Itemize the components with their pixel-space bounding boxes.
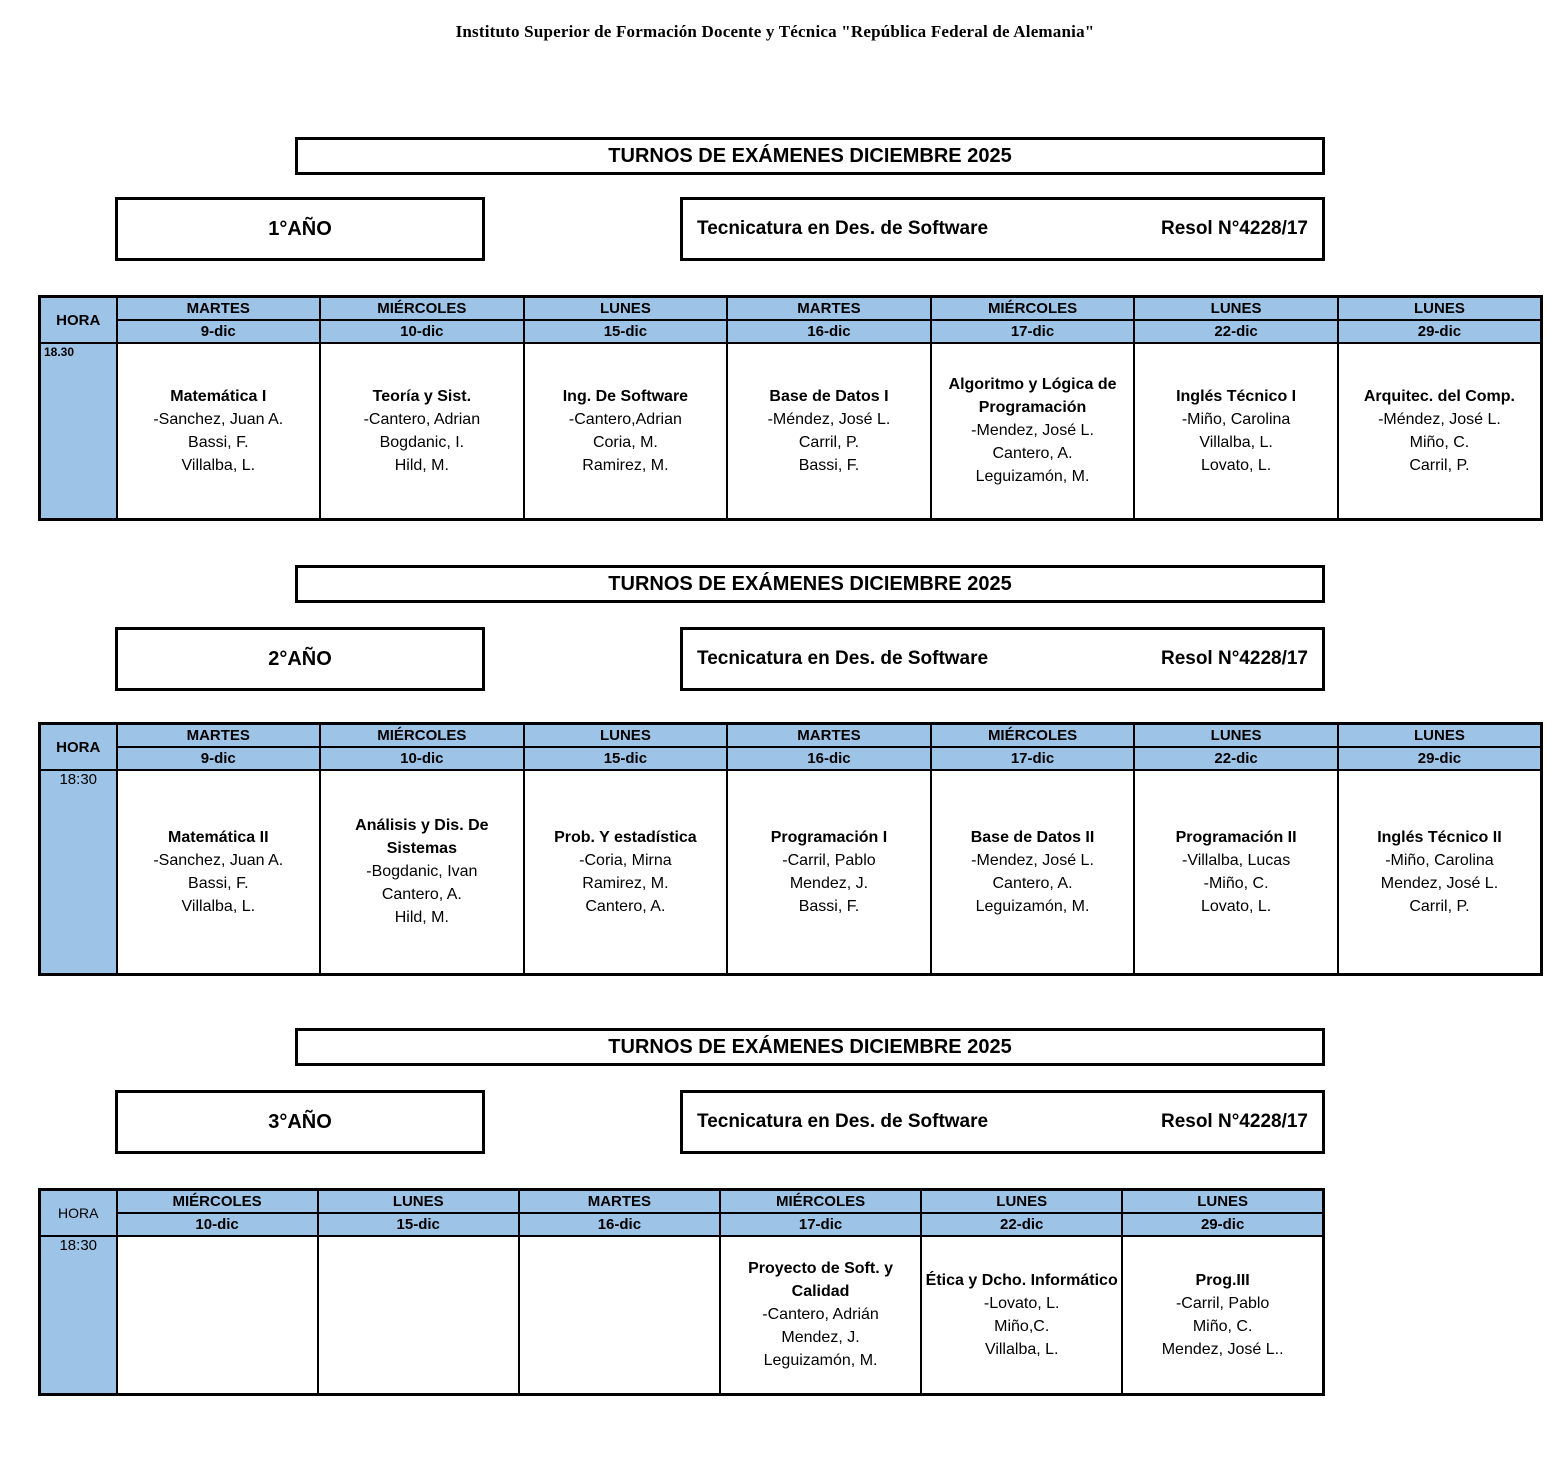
date-header: 16-dic bbox=[727, 320, 931, 343]
time-label: 18:30 bbox=[40, 770, 117, 974]
teacher-name: -Mendez, José L. bbox=[971, 851, 1094, 869]
teacher-name: Cantero, A. bbox=[381, 886, 462, 904]
teacher-name: Lovato, L. bbox=[1200, 897, 1272, 915]
teacher-name: -Carril, Pablo bbox=[1175, 1294, 1270, 1312]
year-box bbox=[115, 1090, 485, 1154]
day-header: MIÉRCOLES bbox=[320, 297, 524, 321]
date-header: 22-dic bbox=[1134, 747, 1338, 770]
exam-table-year2 bbox=[38, 722, 1543, 976]
teacher-name: Miño, C. bbox=[1192, 1317, 1253, 1335]
exam-row bbox=[40, 770, 1542, 974]
program-label: Tecnicatura en Des. de Software bbox=[697, 218, 989, 239]
teacher-name: Carril, P. bbox=[1409, 897, 1470, 915]
teacher-name: -Lovato, L. bbox=[983, 1294, 1060, 1312]
teacher-name: -Méndez, José L. bbox=[1378, 410, 1501, 428]
teacher-name: Lovato, L. bbox=[1200, 456, 1272, 474]
date-header: 17-dic bbox=[931, 320, 1135, 343]
day-header: MARTES bbox=[117, 724, 321, 748]
date-header: 15-dic bbox=[524, 747, 728, 770]
teacher-name: -Carril, Pablo bbox=[782, 851, 876, 869]
time-label: 18:30 bbox=[40, 1236, 117, 1394]
day-header: LUNES bbox=[1338, 724, 1542, 748]
date-header: 15-dic bbox=[524, 320, 728, 343]
teacher-name: Hild, M. bbox=[394, 909, 449, 927]
subject-name: Programación I bbox=[770, 828, 888, 846]
date-header: 29-dic bbox=[1338, 747, 1542, 770]
teacher-name: Villalba, L. bbox=[984, 1340, 1059, 1358]
day-header: MIÉRCOLES bbox=[931, 724, 1135, 748]
teacher-name: Cantero, A. bbox=[992, 874, 1073, 892]
date-header: 29-dic bbox=[1338, 320, 1542, 343]
subject-name: Prob. Y estadística bbox=[554, 828, 697, 846]
day-header: LUNES bbox=[1338, 297, 1542, 321]
date-header: 17-dic bbox=[720, 1213, 921, 1236]
exam-cell bbox=[921, 1236, 1122, 1394]
teacher-name: Mendez, José L. bbox=[1380, 874, 1499, 892]
subject-name: Proyecto de Soft. y Calidad bbox=[748, 1260, 893, 1301]
resolution-label: Resol N°4228/17 bbox=[1160, 1111, 1308, 1132]
subject-name: Análisis y Dis. De Sistemas bbox=[355, 817, 489, 858]
teacher-name: -Cantero,Adrian bbox=[568, 410, 682, 428]
date-header: 22-dic bbox=[921, 1213, 1122, 1236]
subject-name: Inglés Técnico II bbox=[1377, 828, 1502, 846]
date-header: 17-dic bbox=[931, 747, 1135, 770]
subject-name: Base de Datos II bbox=[970, 828, 1095, 846]
teacher-name: -Mendez, José L. bbox=[971, 422, 1094, 440]
teacher-name: Coria, M. bbox=[592, 433, 658, 451]
banner-title-box bbox=[295, 1028, 1325, 1066]
resolution-label: Resol N°4228/17 bbox=[1160, 648, 1308, 669]
teacher-name: Cantero, A. bbox=[585, 897, 666, 915]
teacher-name: Cantero, A. bbox=[992, 445, 1073, 463]
day-header: MARTES bbox=[519, 1190, 720, 1214]
teacher-name: -Cantero, Adrián bbox=[762, 1306, 879, 1324]
exam-cell bbox=[117, 770, 321, 974]
year-label: 1°AÑO bbox=[268, 217, 332, 240]
banner-title-box bbox=[295, 565, 1325, 603]
teacher-name: -Sanchez, Juan A. bbox=[153, 851, 284, 869]
day-header: MIÉRCOLES bbox=[117, 1190, 318, 1214]
exam-cell bbox=[720, 1236, 921, 1394]
exam-table-year1 bbox=[38, 295, 1543, 521]
year-box bbox=[115, 197, 485, 261]
time-label: 18.30 bbox=[40, 343, 117, 519]
teacher-name: Bassi, F. bbox=[798, 456, 860, 474]
day-header: LUNES bbox=[524, 724, 728, 748]
teacher-name: -Miño, Carolina bbox=[1181, 410, 1291, 428]
hora-header: HORA bbox=[40, 724, 117, 771]
program-label: Tecnicatura en Des. de Software bbox=[697, 1111, 989, 1132]
teacher-name: -Méndez, José L. bbox=[767, 410, 891, 428]
hora-header: HORA bbox=[40, 1190, 117, 1237]
subject-name: Prog.III bbox=[1195, 1271, 1250, 1289]
teacher-name: Leguizamón, M. bbox=[975, 468, 1090, 486]
teacher-name: -Villalba, Lucas bbox=[1181, 851, 1291, 869]
day-header: LUNES bbox=[1134, 724, 1338, 748]
exam-table-year3 bbox=[38, 1188, 1325, 1396]
year-label: 3°AÑO bbox=[268, 1110, 332, 1133]
program-box bbox=[680, 1090, 1325, 1154]
exam-cell bbox=[1134, 770, 1338, 974]
exam-cell bbox=[320, 770, 524, 974]
teacher-name: Villalba, L. bbox=[181, 897, 256, 915]
date-header: 22-dic bbox=[1134, 320, 1338, 343]
institution-title: Instituto Superior de Formación Docente y Técnica "República Federal de Alemania" bbox=[455, 22, 1095, 41]
teacher-name: Leguizamón, M. bbox=[763, 1352, 878, 1370]
date-header: 9-dic bbox=[117, 747, 321, 770]
day-header: LUNES bbox=[524, 297, 728, 321]
exam-cell bbox=[727, 343, 931, 519]
teacher-name: Mendez, José L.. bbox=[1161, 1340, 1284, 1358]
day-header: LUNES bbox=[318, 1190, 519, 1214]
exam-cell bbox=[931, 343, 1135, 519]
exam-cell bbox=[524, 770, 728, 974]
teacher-name: Mendez, J. bbox=[789, 874, 869, 892]
teacher-name: Carril, P. bbox=[1409, 456, 1470, 474]
day-header: LUNES bbox=[921, 1190, 1122, 1214]
teacher-name: Ramirez, M. bbox=[582, 874, 669, 892]
resolution-label: Resol N°4228/17 bbox=[1160, 218, 1308, 239]
hora-header: HORA bbox=[40, 297, 117, 344]
teacher-name: Bassi, F. bbox=[188, 874, 249, 892]
year-label: 2°AÑO bbox=[268, 647, 332, 670]
subject-name: Matemática II bbox=[168, 828, 269, 846]
subject-name: Algoritmo y Lógica de Programación bbox=[948, 376, 1117, 417]
exam-row bbox=[40, 1236, 1324, 1394]
banner-title: TURNOS DE EXÁMENES DICIEMBRE 2025 bbox=[608, 144, 1012, 167]
exam-cell bbox=[117, 343, 321, 519]
exam-cell bbox=[1122, 1236, 1323, 1394]
exam-cell bbox=[519, 1236, 720, 1394]
banner-title-box bbox=[295, 137, 1325, 175]
day-header: LUNES bbox=[1122, 1190, 1323, 1214]
date-header: 16-dic bbox=[727, 747, 931, 770]
program-box bbox=[680, 197, 1325, 261]
program-box bbox=[680, 627, 1325, 691]
day-header: LUNES bbox=[1134, 297, 1338, 321]
teacher-name: -Bogdanic, Ivan bbox=[366, 863, 478, 881]
teacher-name: Hild, M. bbox=[394, 456, 449, 474]
exam-cell bbox=[1338, 343, 1542, 519]
date-header: 29-dic bbox=[1122, 1213, 1323, 1236]
exam-cell bbox=[727, 770, 931, 974]
exam-cell bbox=[1338, 770, 1542, 974]
teacher-name: Bassi, F. bbox=[798, 897, 860, 915]
teacher-name: Bassi, F. bbox=[188, 433, 249, 451]
teacher-name: -Sanchez, Juan A. bbox=[153, 410, 284, 428]
year-box bbox=[115, 627, 485, 691]
date-header: 10-dic bbox=[320, 747, 524, 770]
program-label: Tecnicatura en Des. de Software bbox=[697, 648, 989, 669]
exam-row bbox=[40, 343, 1542, 519]
day-header: MIÉRCOLES bbox=[720, 1190, 921, 1214]
day-header: MIÉRCOLES bbox=[931, 297, 1135, 321]
teacher-name: Carril, P. bbox=[798, 433, 860, 451]
teacher-name: Villalba, L. bbox=[181, 456, 256, 474]
teacher-name: Ramirez, M. bbox=[582, 456, 669, 474]
date-header: 9-dic bbox=[117, 320, 321, 343]
subject-name: Ética y Dcho. Informático bbox=[925, 1271, 1118, 1289]
teacher-name: -Cantero, Adrian bbox=[363, 410, 481, 428]
exam-cell bbox=[524, 343, 728, 519]
subject-name: Ing. De Software bbox=[562, 387, 689, 405]
exam-cell bbox=[318, 1236, 519, 1394]
date-header: 10-dic bbox=[320, 320, 524, 343]
teacher-name: Mendez, J. bbox=[781, 1329, 860, 1347]
teacher-name: -Miño, Carolina bbox=[1385, 851, 1494, 869]
subject-name: Teoría y Sist. bbox=[372, 387, 472, 405]
teacher-name: Miño, C. bbox=[1409, 433, 1470, 451]
subject-name: Programación II bbox=[1175, 828, 1297, 846]
date-header: 15-dic bbox=[318, 1213, 519, 1236]
teacher-name: Villalba, L. bbox=[1199, 433, 1273, 451]
subject-name: Base de Datos I bbox=[769, 387, 889, 405]
day-header: MARTES bbox=[727, 297, 931, 321]
subject-name: Matemática I bbox=[170, 387, 267, 405]
exam-cell bbox=[117, 1236, 318, 1394]
exam-cell bbox=[931, 770, 1135, 974]
day-header: MARTES bbox=[727, 724, 931, 748]
teacher-name: Leguizamón, M. bbox=[975, 897, 1090, 915]
exam-cell bbox=[320, 343, 524, 519]
teacher-name: -Miño, C. bbox=[1203, 874, 1269, 892]
teacher-name: Miño,C. bbox=[994, 1317, 1050, 1335]
subject-name: Arquitec. del Comp. bbox=[1363, 387, 1515, 405]
day-header: MIÉRCOLES bbox=[320, 724, 524, 748]
exam-cell bbox=[1134, 343, 1338, 519]
banner-title: TURNOS DE EXÁMENES DICIEMBRE 2025 bbox=[608, 572, 1012, 595]
banner-title: TURNOS DE EXÁMENES DICIEMBRE 2025 bbox=[608, 1035, 1012, 1058]
subject-name: Inglés Técnico I bbox=[1176, 387, 1297, 405]
date-header: 16-dic bbox=[519, 1213, 720, 1236]
teacher-name: -Coria, Mirna bbox=[579, 851, 672, 869]
teacher-name: Bogdanic, I. bbox=[379, 433, 465, 451]
date-header: 10-dic bbox=[117, 1213, 318, 1236]
day-header: MARTES bbox=[117, 297, 321, 321]
